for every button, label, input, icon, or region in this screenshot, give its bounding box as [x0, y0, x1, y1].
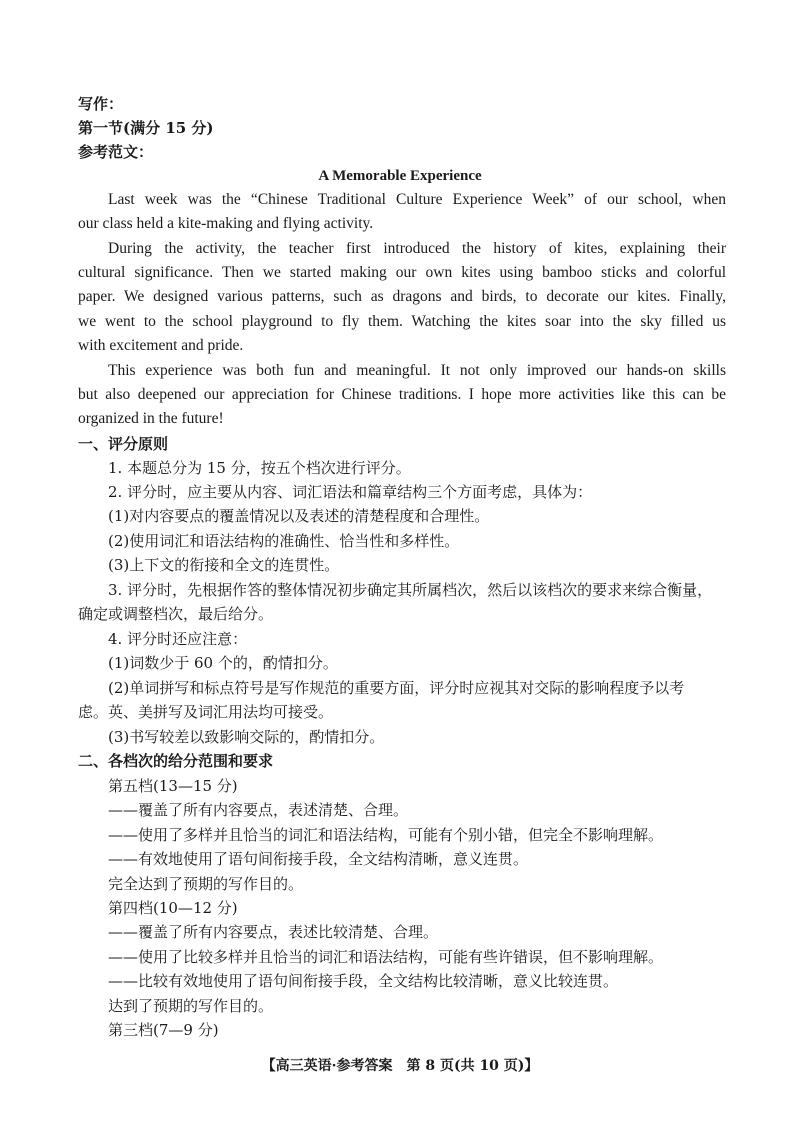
- principle-line: (3)上下文的衔接和全文的连贯性。: [108, 556, 340, 574]
- page-footer: 【高三英语·参考答案 第 8 页(共 10 页)】: [261, 1058, 539, 1074]
- sample-label: 参考范文：: [78, 143, 154, 161]
- essay-line: During the activity, the teacher first introduced the history of kites, explaining their: [108, 240, 726, 257]
- essay-line: with excitement and pride.: [78, 337, 244, 354]
- principles-heading: 一、评分原则: [78, 435, 169, 453]
- essay-line: Last week was the “Chinese Traditional Culture Experience Week” of our school, when: [108, 191, 726, 208]
- levels-heading: 二、各档次的给分范围和要求: [78, 752, 274, 770]
- level-line: ——比较有效地使用了语句间衔接手段，全文结构比较清晰，意义比较连贯。: [108, 972, 619, 990]
- essay-line: organized in the future!: [78, 410, 224, 427]
- essay-line: we went to the school playground to fly them. Watching the kites soar into the sky filled us: [78, 313, 726, 330]
- essay-line: paper. We designed various patterns, such as dragons and birds, to decorate our kites. Finally,: [78, 288, 726, 305]
- principle-line: 确定或调整档次，最后给分。: [78, 605, 274, 623]
- level-line: 第五档(13—15 分): [108, 777, 238, 795]
- level-line: 完全达到了预期的写作目的。: [108, 875, 304, 893]
- principle-line: (3)书写较差以致影响交际的，酌情扣分。: [108, 728, 385, 746]
- part-heading: 第一节(满分 15 分): [78, 119, 214, 137]
- essay-line: but also deepened our appreciation for Chinese traditions. I hope more activities like this can be: [78, 386, 726, 403]
- essay-line: This experience was both fun and meaningful. It not only improved our hands-on skills: [108, 362, 726, 379]
- principle-line: 2. 评分时，应主要从内容、词汇语法和篇章结构三个方面考虑，具体为：: [108, 483, 593, 501]
- principle-line: (1)对内容要点的覆盖情况以及表述的清楚程度和合理性。: [108, 507, 490, 525]
- section-heading: 写作：: [78, 95, 124, 113]
- level-line: 第三档(7—9 分): [108, 1021, 219, 1039]
- level-line: ——有效地使用了语句间衔接手段，全文结构清晰，意义连贯。: [108, 850, 529, 868]
- principle-line: (2)单词拼写和标点符号是写作规范的重要方面，评分时应视其对交际的影响程度予以考: [108, 679, 685, 697]
- principle-line: (2)使用词汇和语法结构的准确性、恰当性和多样性。: [108, 532, 460, 550]
- essay-line: our class held a kite-making and flying activity.: [78, 215, 374, 232]
- level-line: ——覆盖了所有内容要点，表述清楚、合理。: [108, 801, 409, 819]
- level-line: 达到了预期的写作目的。: [108, 997, 274, 1015]
- level-line: ——使用了多样并且恰当的词汇和语法结构，可能有个别小错，但完全不影响理解。: [108, 826, 664, 844]
- principle-line: (1)词数少于 60 个的，酌情扣分。: [108, 654, 338, 672]
- level-line: 第四档(10—12 分): [108, 899, 238, 917]
- principle-line: 4. 评分时还应注意：: [108, 630, 248, 648]
- level-line: ——使用了比较多样并且恰当的词汇和语法结构，可能有些许错误，但不影响理解。: [108, 948, 664, 966]
- principle-line: 3. 评分时，先根据作答的整体情况初步确定其所属档次，然后以该档次的要求来综合衡量，: [108, 581, 713, 599]
- level-line: ——覆盖了所有内容要点，表述比较清楚、合理。: [108, 923, 439, 941]
- essay-title: A Memorable Experience: [318, 168, 482, 184]
- essay-line: cultural significance. Then we started making our own kites using bamboo sticks and colorful: [78, 264, 726, 281]
- principle-line: 虑。英、美拼写及词汇用法均可接受。: [78, 703, 334, 721]
- principle-line: 1. 本题总分为 15 分，按五个档次进行评分。: [108, 459, 411, 477]
